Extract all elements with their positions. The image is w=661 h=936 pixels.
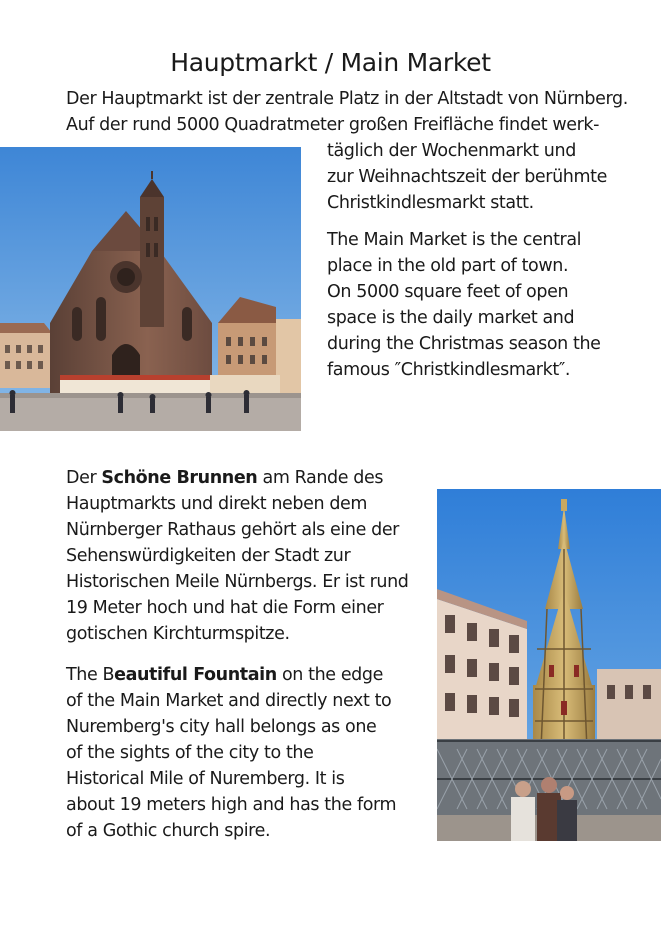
text-line: of a Gothic church spire. <box>66 821 271 841</box>
text-line-prefix: Der <box>66 468 102 488</box>
text-line: Christkindlesmarkt statt. <box>327 193 534 213</box>
intro-english-paragraph <box>327 227 601 383</box>
text-line: täglich der Wochenmarkt und <box>327 141 576 161</box>
intro-german-paragraph-continued <box>327 138 607 216</box>
fountain-german-paragraph <box>66 465 409 647</box>
text-line-prefix: The B <box>66 665 115 685</box>
highlight-term: eautiful Fountain <box>114 665 277 685</box>
text-line: Historical Mile of Nuremberg. It is <box>66 769 345 789</box>
text-line <box>66 465 409 491</box>
text-line-suffix: on the edge <box>276 665 383 685</box>
text-line: space is the daily market and <box>327 308 575 328</box>
text-line: Hauptmarkts und direkt neben dem <box>66 494 368 514</box>
text-line: Sehenswürdigkeiten der Stadt zur <box>66 546 351 566</box>
text-line: place in the old part of town. <box>327 256 569 276</box>
highlight-term: Schöne Brunnen <box>101 468 258 488</box>
fountain-photo <box>437 489 661 841</box>
text-line: zur Weihnachtszeit der berühmte <box>327 167 607 187</box>
text-line: famous ″Christkindlesmarkt″. <box>327 360 571 380</box>
text-line: gotischen Kirchturmspitze. <box>66 624 290 644</box>
text-line: of the sights of the city to the <box>66 743 314 763</box>
text-line: Nürnberger Rathaus gehört als eine der <box>66 520 399 540</box>
church-square-photo <box>0 147 301 431</box>
text-line: Nuremberg's city hall belongs as one <box>66 717 377 737</box>
text-line: 19 Meter hoch und hat die Form einer <box>66 598 384 618</box>
page-title: Hauptmarkt / Main Market <box>170 48 491 77</box>
intro-german-paragraph <box>66 86 628 138</box>
text-line: of the Main Market and directly next to <box>66 691 392 711</box>
text-line: during the Christmas season the <box>327 334 601 354</box>
fountain-english-paragraph <box>66 662 396 844</box>
text-line: Der Hauptmarkt ist der zentrale Platz in der Altstadt von Nürnberg. <box>66 89 628 109</box>
text-line: Auf der rund 5000 Quadratmeter großen Freifläche findet werk- <box>66 115 600 135</box>
text-line-suffix: am Rande des <box>257 468 384 488</box>
text-line: Historischen Meile Nürnbergs. Er ist rund <box>66 572 409 592</box>
text-line: The Main Market is the central <box>327 230 582 250</box>
text-line <box>66 662 396 688</box>
text-line: about 19 meters high and has the form <box>66 795 397 815</box>
text-line: On 5000 square feet of open <box>327 282 569 302</box>
